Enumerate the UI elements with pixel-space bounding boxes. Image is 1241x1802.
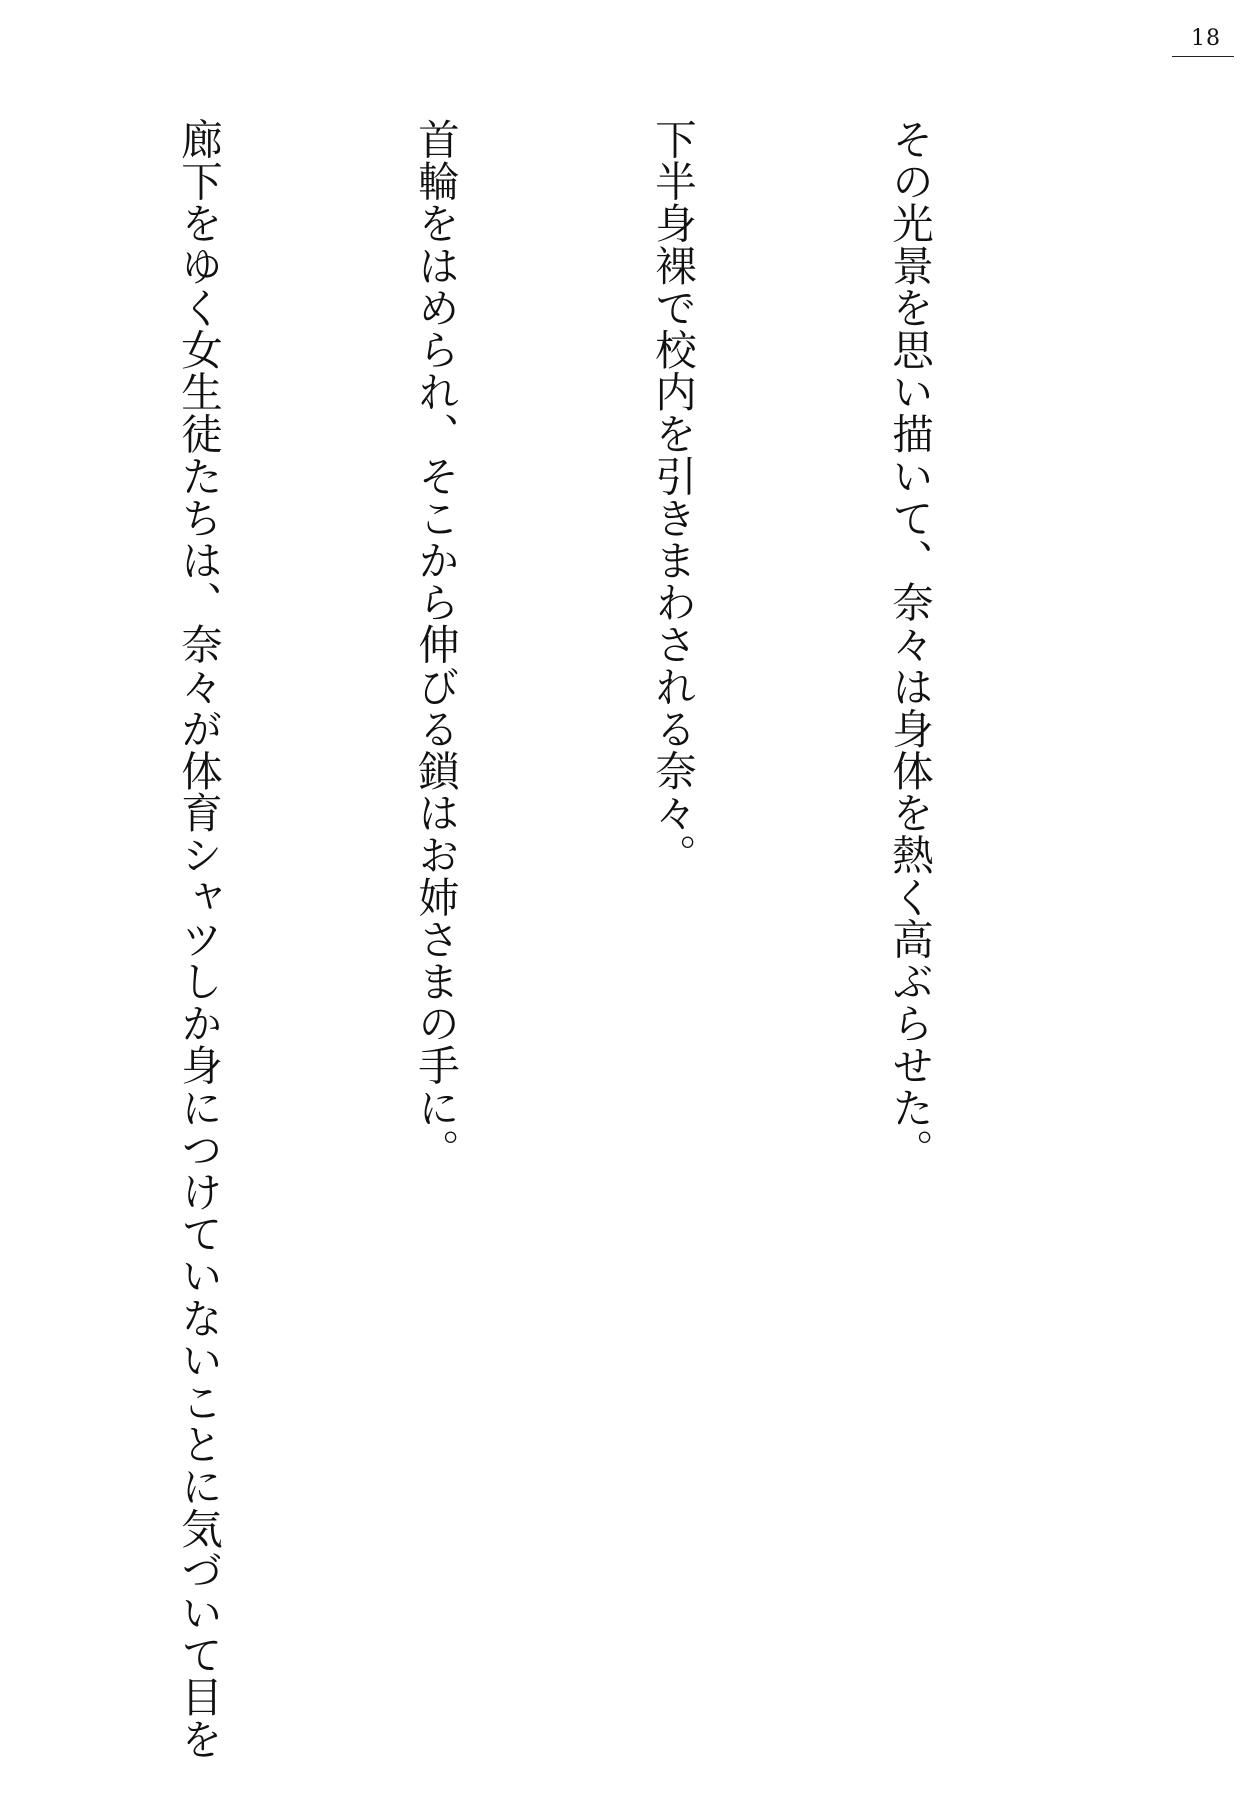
text-line: 下半身裸で校内を引きまわされる奈々。 — [648, 118, 697, 876]
text-line: 首輪をはめられ、そこから伸びる鎖はお姉さまの手に。 — [411, 118, 460, 1171]
page-number: 18 — [1191, 26, 1221, 51]
text-line — [0, 118, 1, 1678]
body-text — [0, 118, 1107, 1760]
page-number-rule — [1172, 56, 1234, 57]
text-line: その光景を思い描いて、奈々は身体を熱く高ぶらせた。 — [885, 118, 934, 1171]
text-line: 廊下をゆく女生徒たちは、奈々が体育シャツしか身につけていないことに気づいて目を — [174, 118, 223, 1760]
